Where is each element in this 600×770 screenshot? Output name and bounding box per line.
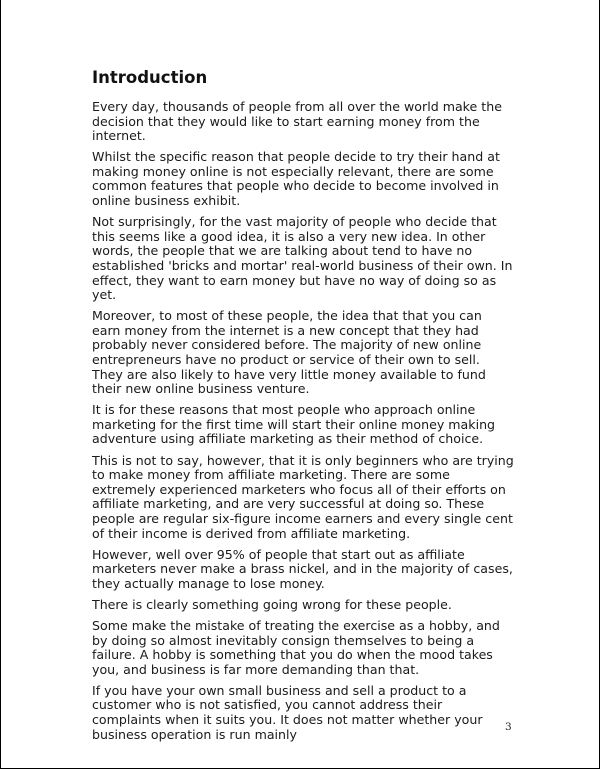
page-content: [92, 68, 514, 749]
page-number: 3: [505, 721, 512, 733]
paragraph-8: There is clearly something going wrong for these people.: [92, 596, 452, 612]
paragraph-5: It is for these reasons that most people who approach online marketing for the first time will start their online money making adventure using affiliate marketing as their method of choice.: [92, 402, 496, 447]
paragraph-4: Moreover, to most of these people, the idea that that you can earn money from the internet is a new concept that they had probably never considered before. The majority of new online entrepreneurs have no product or service of their own to sell. They are also likely to have very little money available to fund their new online business venture.: [92, 308, 486, 397]
paragraph-7: However, well over 95% of people that start out as affiliate marketers never make a brass nickel, and in the majority of cases, they actually manage to lose money.: [92, 546, 513, 591]
paragraph-10: If you have your own small business and sell a product to a customer who is not satisfied, you cannot address their complaints when it suits you. It does not matter whether your business operation is run mainly: [92, 682, 483, 742]
paragraph-6: This is not to say, however, that it is only beginners who are trying to make money from affiliate marketing. There are some extremely experienced marketers who focus all of their efforts on affiliate marketing, and are very successful at doing so. These people are regular six-figure income earners and every single cent of their income is derived from affiliate marketing.: [92, 452, 514, 541]
paragraph-9: Some make the mistake of treating the exercise as a hobby, and by doing so almost inevitably consign themselves to being a failure. A hobby is something that you do when the mood takes you, and business is far more demanding than that.: [92, 618, 500, 677]
paragraph-3: Not surprisingly, for the vast majority of people who decide that this seems like a good idea, it is also a very new idea. In other words, the people that we are talking about tend to have no established 'bricks and mortar' real-world business of their own. In effect, they want to earn money but have no way of doing so as yet.: [92, 214, 513, 303]
section-heading: Introduction: [92, 68, 208, 87]
paragraph-1: Every day, thousands of people from all over the world make the decision that they would like to start earning money from the internet.: [92, 99, 502, 144]
paragraph-2: Whilst the specific reason that people decide to try their hand at making money online is not especially relevant, there are some common features that people who decide to become involved in online business exhibit.: [92, 149, 500, 209]
